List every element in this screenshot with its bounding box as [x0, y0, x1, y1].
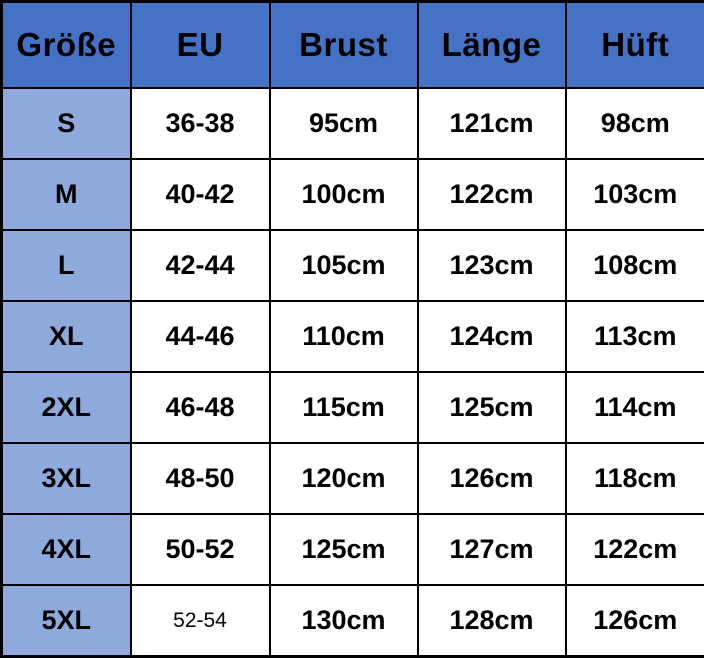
- table-row-2xl: [2, 372, 704, 443]
- eu-cell: 50-52: [131, 514, 270, 585]
- laenge-cell: 128cm: [418, 585, 566, 657]
- brust-cell: 125cm: [270, 514, 418, 585]
- eu-cell: 48-50: [131, 443, 270, 514]
- hueft-cell: 114cm: [566, 372, 704, 443]
- header-cell-groesse: Größe: [2, 2, 131, 89]
- brust-cell: 105cm: [270, 230, 418, 301]
- hueft-cell: 118cm: [566, 443, 704, 514]
- brust-cell: 95cm: [270, 88, 418, 159]
- size-cell: L: [2, 230, 131, 301]
- size-cell: XL: [2, 301, 131, 372]
- size-cell: 5XL: [2, 585, 131, 657]
- laenge-cell: 121cm: [418, 88, 566, 159]
- laenge-cell: 126cm: [418, 443, 566, 514]
- header-cell-hueft: Hüft: [566, 2, 704, 89]
- table-row-5xl: [2, 585, 704, 657]
- hueft-cell: 98cm: [566, 88, 704, 159]
- header-cell-laenge: Länge: [418, 2, 566, 89]
- hueft-cell: 122cm: [566, 514, 704, 585]
- header-cell-eu: EU: [131, 2, 270, 89]
- brust-cell: 115cm: [270, 372, 418, 443]
- eu-cell: 40-42: [131, 159, 270, 230]
- eu-cell: 42-44: [131, 230, 270, 301]
- laenge-cell: 124cm: [418, 301, 566, 372]
- brust-cell: 100cm: [270, 159, 418, 230]
- hueft-cell: 103cm: [566, 159, 704, 230]
- laenge-cell: 127cm: [418, 514, 566, 585]
- size-cell: 3XL: [2, 443, 131, 514]
- header-cell-brust: Brust: [270, 2, 418, 89]
- eu-cell: 36-38: [131, 88, 270, 159]
- table-row-4xl: [2, 514, 704, 585]
- table-row-m: [2, 159, 704, 230]
- size-cell: 4XL: [2, 514, 131, 585]
- hueft-cell: 113cm: [566, 301, 704, 372]
- size-cell: 2XL: [2, 372, 131, 443]
- brust-cell: 110cm: [270, 301, 418, 372]
- brust-cell: 120cm: [270, 443, 418, 514]
- hueft-cell: 126cm: [566, 585, 704, 657]
- eu-cell: 46-48: [131, 372, 270, 443]
- header-row: [2, 2, 704, 89]
- table-row-l: [2, 230, 704, 301]
- size-cell: S: [2, 88, 131, 159]
- size-cell: M: [2, 159, 131, 230]
- laenge-cell: 122cm: [418, 159, 566, 230]
- table-row-s: [2, 88, 704, 159]
- eu-cell: 44-46: [131, 301, 270, 372]
- brust-cell: 130cm: [270, 585, 418, 657]
- table-row-3xl: [2, 443, 704, 514]
- table-row-xl: [2, 301, 704, 372]
- eu-cell: 52-54: [131, 585, 270, 657]
- laenge-cell: 125cm: [418, 372, 566, 443]
- laenge-cell: 123cm: [418, 230, 566, 301]
- hueft-cell: 108cm: [566, 230, 704, 301]
